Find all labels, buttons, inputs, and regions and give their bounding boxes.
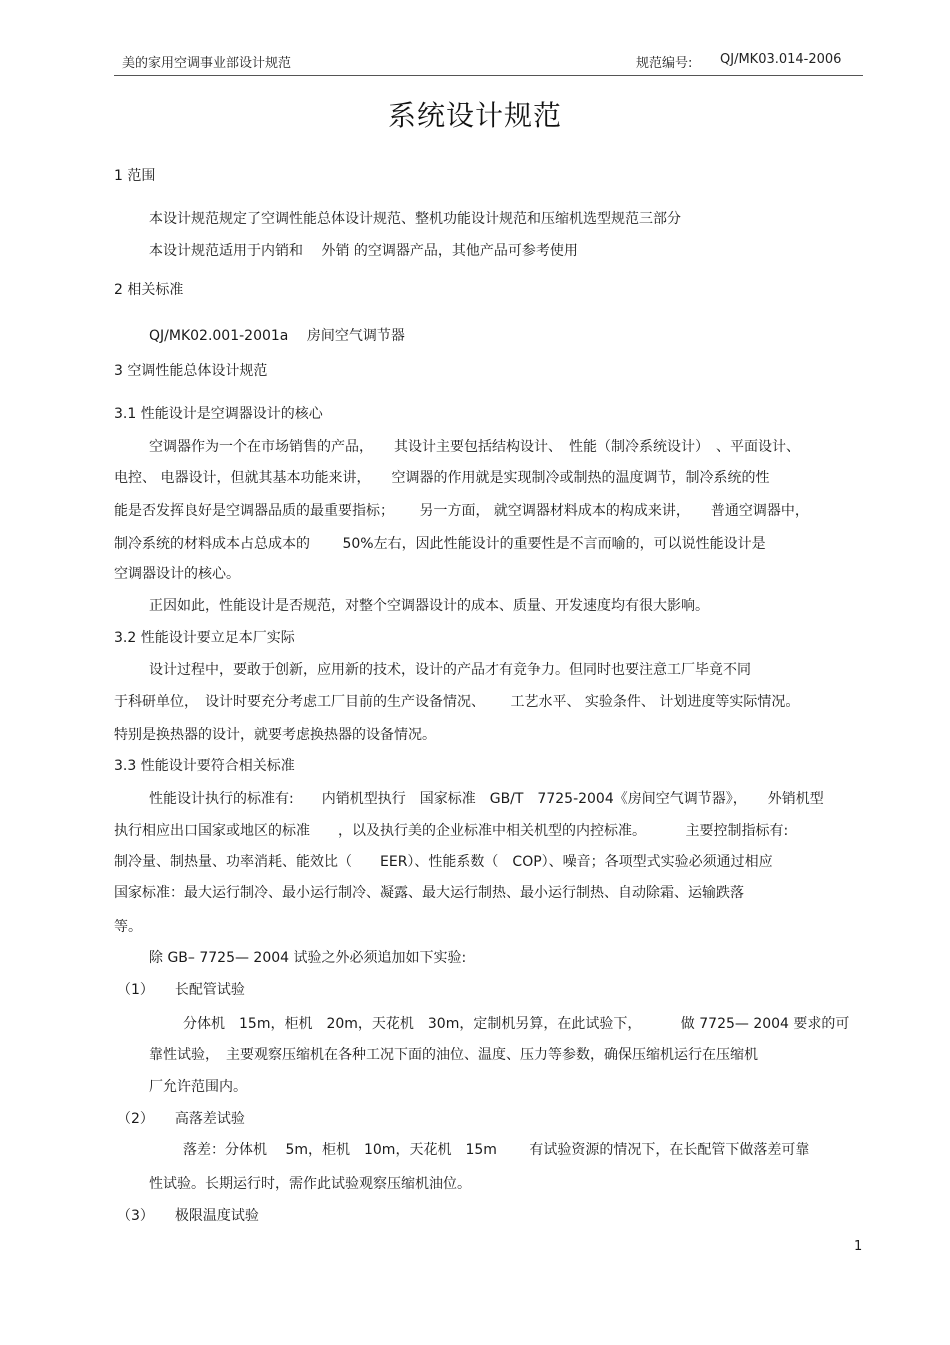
section-3-heading: 3 空调性能总体设计规范 xyxy=(114,363,268,379)
subsection-3-2-heading: 3.2 性能设计要立足本厂实际 xyxy=(114,630,295,646)
header-code-label: 规范编号: xyxy=(636,56,693,71)
page-number: 1 xyxy=(854,1239,863,1254)
paragraph-line: 靠性试验， 主要观察压缩机在各种工况下面的油位、温度、压力等参数，确保压缩机运行在压缩机 xyxy=(149,1047,758,1063)
paragraph-line: 本设计规范适用于内销和 外销 的空调器产品，其他产品可参考使用 xyxy=(149,243,578,259)
section-2-heading: 2 相关标准 xyxy=(114,282,184,298)
section-1-heading: 1 范围 xyxy=(114,168,156,184)
paragraph-line: 分体机 15m，柜机 20m，天花机 30m，定制机另算，在此试验下， 做 7725— 2004 要求的可 xyxy=(183,1016,850,1032)
paragraph-line: 电控、 电器设计，但就其基本功能来讲， 空调器的作用就是实现制冷或制热的温度调节，制冷系统的性 xyxy=(114,470,770,486)
paragraph-line: 性能设计执行的标准有: 内销机型执行 国家标准 GB/T 7725-2004《房间空气调节器》， 外销机型 xyxy=(149,791,824,807)
paragraph-line: 空调器设计的核心。 xyxy=(114,566,240,582)
paragraph-line: 执行相应出口国家或地区的标准 ，以及执行美的企业标准中相关机型的内控标准。 主要控制指标有: xyxy=(114,823,789,839)
standard-reference: QJ/MK02.001-2001a 房间空气调节器 xyxy=(149,328,405,344)
header-code-value: QJ/MK03.014-2006 xyxy=(720,52,842,67)
paragraph-line: 国家标准：最大运行制冷、最小运行制冷、凝露、最大运行制热、最小运行制热、自动除霜、运输跌落 xyxy=(114,885,744,901)
paragraph-line: 特别是换热器的设计，就要考虑换热器的设备情况。 xyxy=(114,727,436,743)
paragraph-line: 于科研单位， 设计时要充分考虑工厂目前的生产设备情况、 工艺水平、 实验条件、 计划进度等实际情况。 xyxy=(114,694,800,710)
paragraph-line: 等。 xyxy=(114,919,142,935)
header-rule xyxy=(114,75,863,76)
paragraph-line: 制冷系统的材料成本占总成本的 50%左右，因此性能设计的重要性是不言而喻的，可以说性能设计是 xyxy=(114,536,766,552)
paragraph-line: 制冷量、制热量、功率消耗、能效比（ EER）、性能系数（ COP）、噪音；各项型式实验必须通过相应 xyxy=(114,854,773,870)
paragraph-line: 空调器作为一个在市场销售的产品， 其设计主要包括结构设计、 性能（制冷系统设计） 、平面设计、 xyxy=(149,439,800,455)
paragraph-line: 本设计规范规定了空调性能总体设计规范、整机功能设计规范和压缩机选型规范三部分 xyxy=(149,211,681,227)
paragraph-line: 能是否发挥良好是空调器品质的最重要指标； 另一方面， 就空调器材料成本的构成来讲， 普通空调器中， xyxy=(114,503,809,519)
header-department: 美的家用空调事业部设计规范 xyxy=(122,56,292,71)
paragraph-line: 正因如此，性能设计是否规范，对整个空调器设计的成本、质量、开发速度均有很大影响。 xyxy=(149,598,709,614)
subsection-3-1-heading: 3.1 性能设计是空调器设计的核心 xyxy=(114,406,323,422)
paragraph-line: 性试验。长期运行时，需作此试验观察压缩机油位。 xyxy=(149,1176,471,1192)
list-item-heading: （1） 长配管试验 xyxy=(117,982,245,998)
list-item-heading: （2） 高落差试验 xyxy=(117,1111,245,1127)
subsection-3-3-heading: 3.3 性能设计要符合相关标准 xyxy=(114,758,295,774)
paragraph-line: 设计过程中，要敢于创新，应用新的技术，设计的产品才有竞争力。但同时也要注意工厂毕竟不同 xyxy=(149,662,751,678)
paragraph-line: 除 GB– 7725— 2004 试验之外必须追加如下实验: xyxy=(149,950,467,966)
paragraph-line: 落差：分体机 5m，柜机 10m，天花机 15m 有试验资源的情况下，在长配管下做落差可靠 xyxy=(183,1142,810,1158)
paragraph-line: 厂允许范围内。 xyxy=(149,1079,247,1095)
document-title: 系统设计规范 xyxy=(387,99,562,132)
list-item-heading: （3） 极限温度试验 xyxy=(117,1208,259,1224)
